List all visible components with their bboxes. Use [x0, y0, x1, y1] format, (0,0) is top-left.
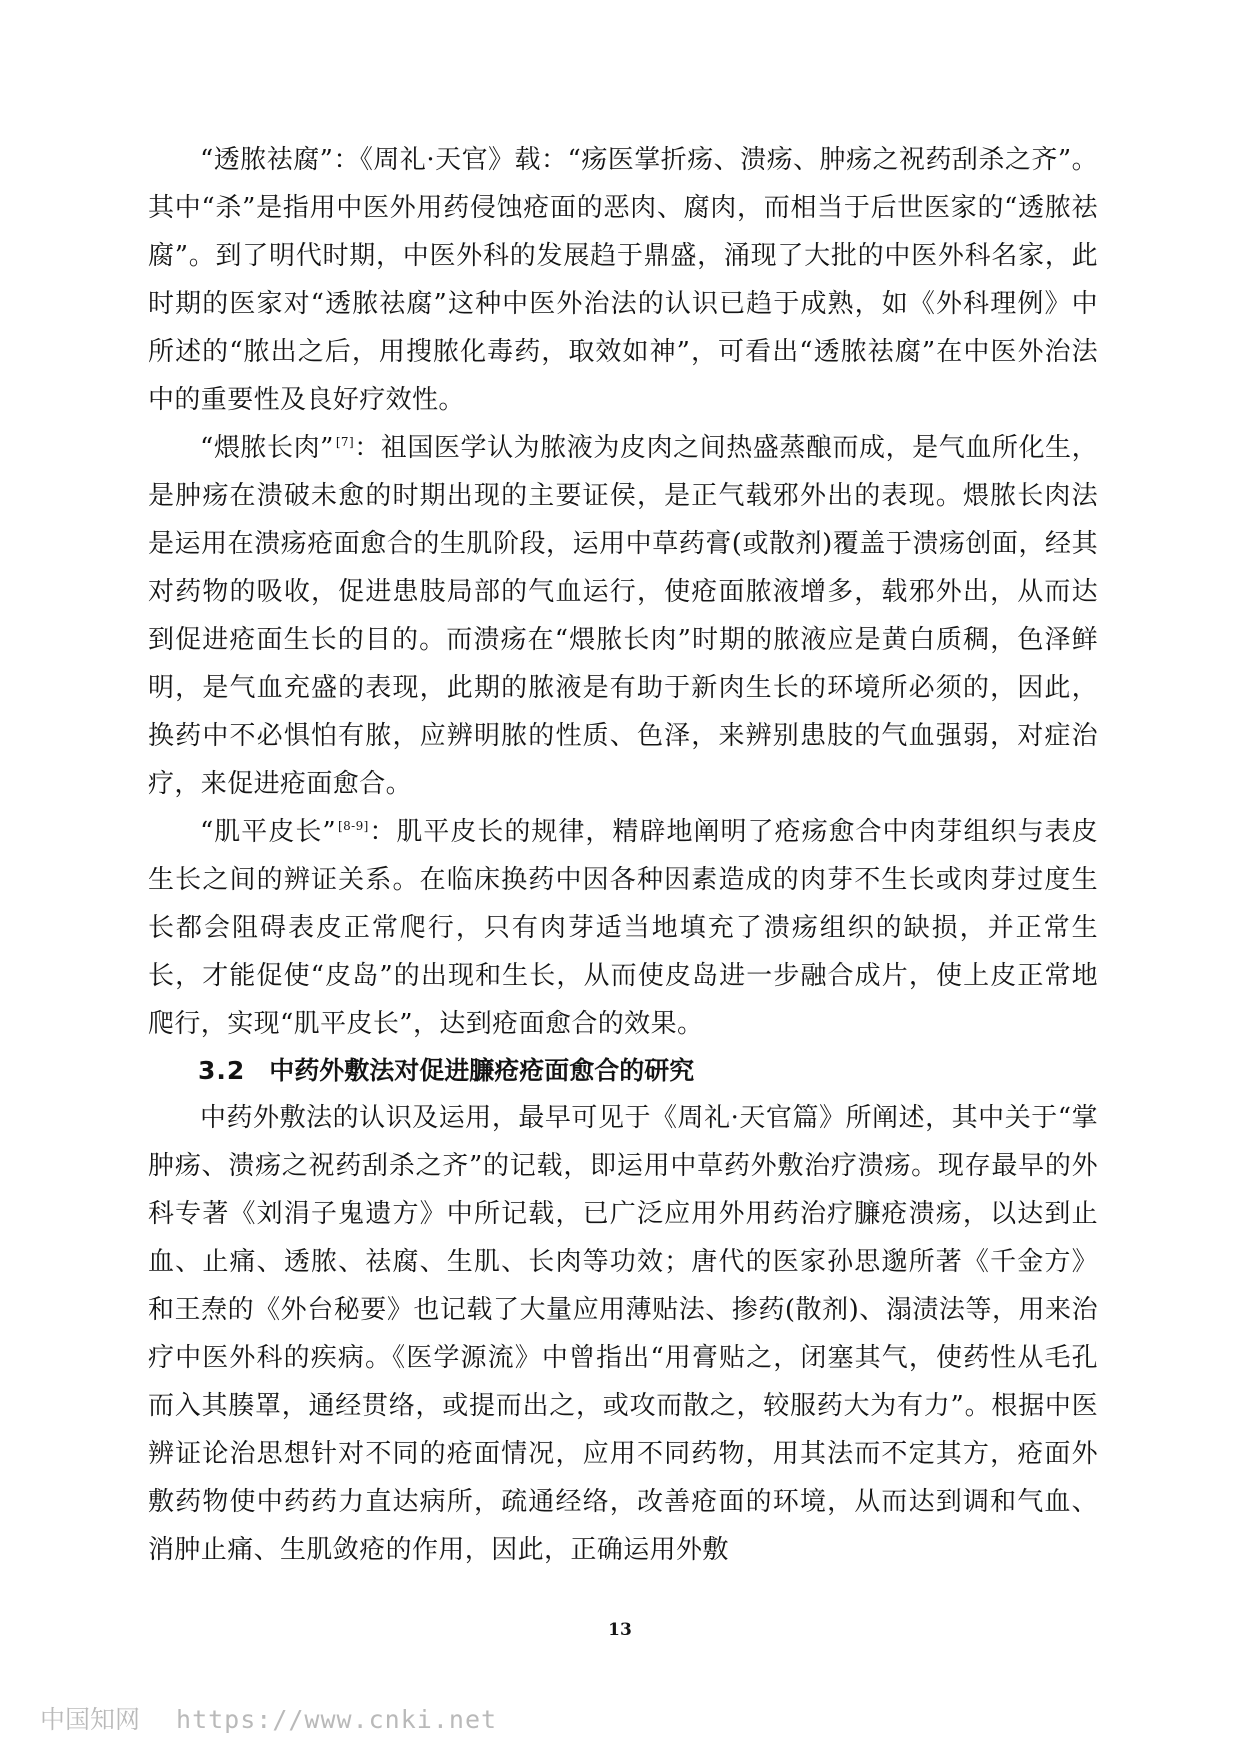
watermark	[40, 1700, 497, 1736]
term-label: “透脓祛腐”	[200, 145, 334, 175]
watermark-url: https://www.cnki.net	[176, 1705, 498, 1734]
paragraph-weinong-zhangrou	[148, 424, 1098, 808]
watermark-name: 中国知网	[40, 1705, 141, 1734]
section-heading	[148, 1048, 1098, 1094]
paragraph-text: ：肌平皮长的规律，精辟地阐明了疮疡愈合中肉芽组织与表皮生长之间的辨证关系。在临床换药中因各种因素造成的肉芽不生长或肉芽过度生长都会阻碍表皮正常爬行，只有肉芽适当地填充了溃疡组织的缺损，并正常生长，才能促使“皮岛”的出现和生长，从而使皮岛进一步融合成片，使上皮正常地爬行，实现“肌平皮长”，达到疮面愈合的效果。	[148, 817, 1099, 1039]
citation-ref: [8-9]	[338, 819, 369, 834]
section-title: 中药外敷法对促进臁疮疮面愈合的研究	[269, 1056, 695, 1085]
paragraph-text: ：祖国医学认为脓液为皮肉之间热盛蒸酿而成，是气血所化生，是肿疡在溃破未愈的时期出现的主要证侯，是正气载邪外出的表现。煨脓长肉法是运用在溃疡疮面愈合的生肌阶段，运用中草药膏(或散剂)覆盖于溃疡创面，经其对药物的吸收，促进患肢局部的气血运行，使疮面脓液增多，载邪外出，从而达到促进疮面生长的目的。而溃疡在“煨脓长肉”时期的脓液应是黄白质稠，色泽鲜明，是气血充盛的表现，此期的脓液是有助于新肉生长的环境所必须的，因此，换药中不必惧怕有脓，应辨明脓的性质、色泽，来辨别患肢的气血强弱，对症治疗，来促进疮面愈合。	[148, 433, 1099, 799]
citation-ref: [7]	[335, 435, 355, 450]
page-number: 13	[608, 1620, 632, 1640]
paragraph-jiping-pizhang	[148, 808, 1098, 1048]
document-body	[148, 136, 1098, 1574]
paragraph-text: ：《周礼·天官》载：“疡医掌折疡、溃疡、肿疡之祝药刮杀之齐”。其中“杀”是指用中医外用药侵蚀疮面的恶肉、腐肉，而相当于后世医家的“透脓祛腐”。到了明代时期，中医外科的发展趋于鼎盛，涌现了大批的中医外科名家，此时期的医家对“透脓祛腐”这种中医外治法的认识已趋于成熟，如《外科理例》中所述的“脓出之后，用搜脓化毒药，取效如神”，可看出“透脓祛腐”在中医外治法中的重要性及良好疗效性。	[148, 145, 1099, 415]
paragraph-text: 中药外敷法的认识及运用，最早可见于《周礼·天官篇》所阐述，其中关于“掌肿疡、溃疡之祝药刮杀之齐”的记载，即运用中草药外敷治疗溃疡。现存最早的外科专著《刘涓子鬼遗方》中所记载，已广泛应用外用药治疗臁疮溃疡，以达到止血、止痛、透脓、祛腐、生肌、长肉等功效；唐代的医家孙思邈所著《千金方》和王焘的《外台秘要》也记载了大量应用薄贴法、掺药(散剂)、溻渍法等，用来治疗中医外科的疾病。《医学源流》中曾指出“用膏贴之，闭塞其气，使药性从毛孔而入其腠罩，通经贯络，或提而出之，或攻而散之，较服药大为有力”。根据中医辨证论治思想针对不同的疮面情况，应用不同药物，用其法而不定其方，疮面外敷药物使中药药力直达病所，疏通经络，改善疮面的环境，从而达到调和气血、消肿止痛、生肌敛疮的作用，因此，正确运用外敷	[148, 1103, 1098, 1565]
paragraph-tounong-qufu	[148, 136, 1098, 424]
term-label: “肌平皮长”	[200, 817, 337, 847]
paragraph-external-application	[148, 1094, 1098, 1574]
term-label: “煨脓长肉”	[200, 433, 334, 463]
section-number: 3.2	[198, 1056, 246, 1085]
